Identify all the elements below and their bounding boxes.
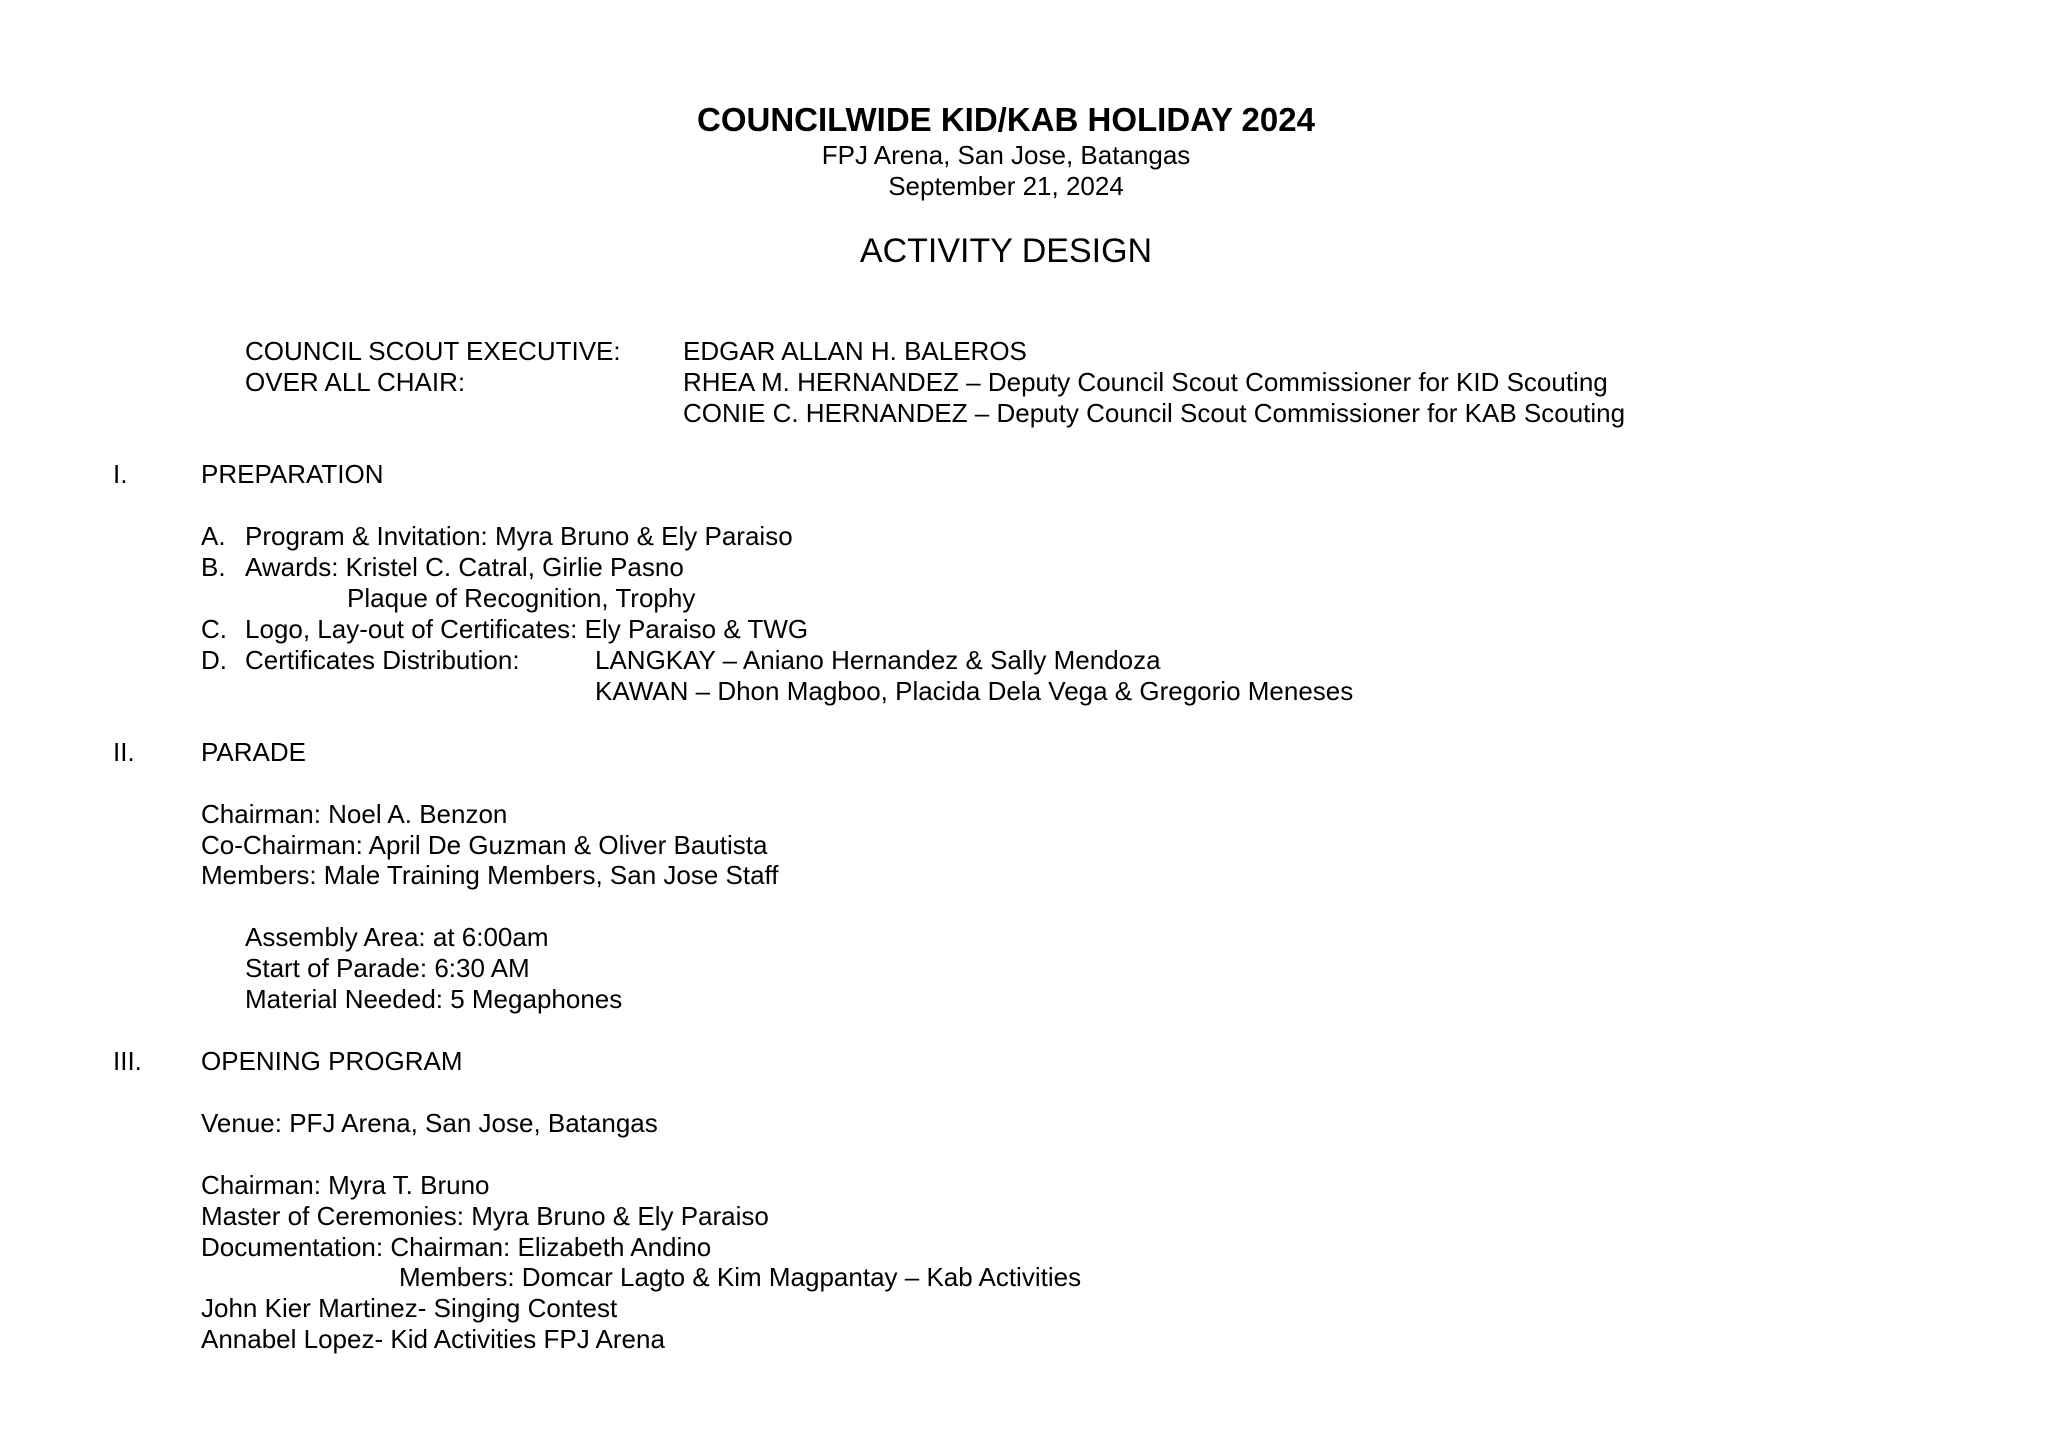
parade-members: Members: Male Training Members, San Jose Staff [201, 860, 779, 890]
opening-chairman: Chairman: Myra T. Bruno [201, 1170, 490, 1200]
overall-chair-label: OVER ALL CHAIR: [245, 367, 466, 397]
opening-singing-contest: John Kier Martinez- Singing Contest [201, 1293, 618, 1323]
item-c-letter: C. [201, 614, 227, 644]
section-3-numeral: III. [113, 1046, 142, 1076]
parade-material: Material Needed: 5 Megaphones [245, 984, 623, 1014]
section-3-title: OPENING PROGRAM [201, 1046, 463, 1076]
item-d-langkay: LANGKAY – Aniano Hernandez & Sally Mendoza [595, 645, 1161, 675]
item-b-letter: B. [201, 552, 226, 582]
parade-start: Start of Parade: 6:30 AM [245, 953, 530, 983]
opening-mc: Master of Ceremonies: Myra Bruno & Ely Paraiso [201, 1201, 769, 1231]
item-d-label: Certificates Distribution: [245, 645, 520, 675]
event-venue: FPJ Arena, San Jose, Batangas [821, 140, 1191, 170]
overall-chair-2: CONIE C. HERNANDEZ – Deputy Council Scout Commissioner for KAB Scouting [683, 398, 1626, 428]
item-d-letter: D. [201, 645, 227, 675]
section-1-numeral: I. [113, 459, 128, 489]
section-1-title: PREPARATION [201, 459, 384, 489]
opening-documentation-members: Members: Domcar Lagto & Kim Magpantay – Kab Activities [399, 1262, 1082, 1292]
item-b-text: Awards: Kristel C. Catral, Girlie Pasno [245, 552, 684, 582]
item-c-text: Logo, Lay-out of Certificates: Ely Paraiso & TWG [245, 614, 809, 644]
parade-assembly: Assembly Area: at 6:00am [245, 922, 549, 952]
item-b-subtext: Plaque of Recognition, Trophy [347, 583, 696, 613]
section-2-title: PARADE [201, 737, 306, 767]
opening-kid-activities: Annabel Lopez- Kid Activities FPJ Arena [201, 1324, 665, 1354]
event-date: September 21, 2024 [888, 171, 1124, 201]
item-d-kawan: KAWAN – Dhon Magboo, Placida Dela Vega & Gregorio Meneses [595, 676, 1354, 706]
opening-documentation: Documentation: Chairman: Elizabeth Andino [201, 1232, 712, 1262]
opening-venue: Venue: PFJ Arena, San Jose, Batangas [201, 1108, 658, 1138]
parade-chairman: Chairman: Noel A. Benzon [201, 799, 508, 829]
document-type-heading: ACTIVITY DESIGN [859, 232, 1153, 270]
parade-co-chairman: Co-Chairman: April De Guzman & Oliver Bautista [201, 830, 768, 860]
cse-name: EDGAR ALLAN H. BALEROS [683, 336, 1027, 366]
item-a-text: Program & Invitation: Myra Bruno & Ely Paraiso [245, 521, 793, 551]
section-2-numeral: II. [113, 737, 135, 767]
item-a-letter: A. [201, 521, 226, 551]
cse-label: COUNCIL SCOUT EXECUTIVE: [245, 336, 621, 366]
document-title: COUNCILWIDE KID/KAB HOLIDAY 2024 [697, 101, 1315, 138]
overall-chair-1: RHEA M. HERNANDEZ – Deputy Council Scout Commissioner for KID Scouting [683, 367, 1608, 397]
